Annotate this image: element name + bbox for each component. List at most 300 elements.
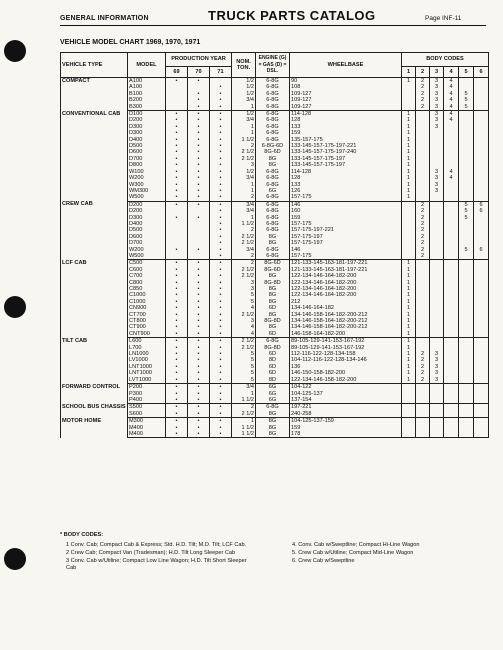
year-70-cell: • [188,117,210,123]
body-code-cell: 1 [402,292,416,298]
body-code-cell [444,201,459,208]
body-code-cell [402,384,416,391]
vehicle-type-label: SCHOOL BUS CHASSIS [61,404,128,418]
wheelbase-cell: 135-157-175 [290,137,402,143]
year-header: 70 [188,67,210,78]
body-code-cell: 2 [416,221,430,227]
engine-cell: 6-8G [256,201,290,208]
year-69-cell: • [166,404,188,411]
tonnage-cell: 2 1/2 [232,240,256,246]
wheelbase-cell: 133-145-157-175-197 [290,162,402,168]
year-71-cell: • [210,169,232,175]
engine-cell: 6G [256,384,290,391]
year-69-cell: • [166,292,188,298]
body-code-cell: 2 [416,357,430,363]
body-code-cell: 1 [402,137,416,143]
year-69-cell: • [166,391,188,397]
body-code-cell: 5 [459,104,474,111]
tonnage-cell: 1/2 [232,169,256,175]
tonnage-cell: 1/2 [232,111,256,118]
year-71-cell: • [210,162,232,168]
body-code-note: 2 Crew Cab; Compact Van (Tradesman); H.D. Tilt Long Sleeper Cab [66,550,236,556]
body-code-cell: 1 [402,324,416,330]
body-code-cell [474,397,489,404]
body-code-cell: 1 [402,357,416,363]
body-code-cell [459,194,474,201]
year-71-cell: • [210,188,232,194]
engine-cell: 8G-6D [256,149,290,155]
engine-cell: 6D [256,331,290,338]
model-cell: C600 [128,267,166,273]
tonnage-cell: 2 1/2 [232,273,256,279]
wheelbase-cell: 90 [290,78,402,85]
body-code-cell: 3 [430,117,444,123]
year-69-cell: • [166,377,188,384]
body-code-cell: 1 [402,149,416,155]
body-code-cell: 5 [459,247,474,253]
tonnage-cell: 1 1/2 [232,137,256,143]
wheelbase-cell: 157-175-197 [290,240,402,246]
body-code-cell: 3 [430,377,444,384]
model-cell: C850 [128,286,166,292]
body-code-cell [459,338,474,345]
engine-cell: 8G-8D [256,318,290,324]
year-70-cell: • [188,345,210,351]
model-cell: CNT900 [128,331,166,338]
body-code-cell [402,253,416,260]
model-cell: D600 [128,234,166,240]
year-70-cell: • [188,137,210,143]
body-code-cell: 3 [430,84,444,90]
year-69-cell: • [166,345,188,351]
body-code-cell [430,397,444,404]
tonnage-cell: 1/2 [232,91,256,97]
wheelbase-cell: 133 [290,182,402,188]
year-69-cell: • [166,247,188,253]
body-code-cell: 3 [430,188,444,194]
body-code-cell: 3 [430,111,444,118]
wheelbase-cell: 114-128 [290,169,402,175]
year-70-cell: • [188,338,210,345]
model-cell: W100 [128,169,166,175]
tonnage-cell: 1 [232,215,256,221]
engine-cell: 6D [256,351,290,357]
engine-cell: 8G [256,425,290,431]
year-70-cell: • [188,111,210,118]
model-cell: A100 [128,78,166,85]
body-code-cell: 3 [430,104,444,111]
year-69-cell: • [166,149,188,155]
year-71-cell: • [210,331,232,338]
year-71-cell: • [210,338,232,345]
body-code-cell: 3 [430,182,444,188]
wheelbase-cell: 157-175 [290,253,402,260]
body-code-cell: 1 [402,130,416,136]
year-71-cell: • [210,391,232,397]
body-code-cell: 4 [444,97,459,103]
year-69-cell: • [166,78,188,85]
engine-cell: 6D [256,364,290,370]
engine-cell: 8G [256,292,290,298]
col-production-year: PRODUCTION YEAR [166,53,232,67]
year-71-cell: • [210,397,232,404]
table-row [61,404,489,411]
engine-cell: 6-8G [256,104,290,111]
vehicle-group [61,404,489,418]
year-70-cell: • [188,124,210,130]
body-code-cell [430,384,444,391]
body-code-cell: 5 [459,97,474,103]
body-code-cell: 1 [402,111,416,118]
engine-cell: 8G [256,234,290,240]
wheelbase-cell: 133-145-157-175-197-221 [290,143,402,149]
year-71-cell: • [210,384,232,391]
body-code-cell [402,201,416,208]
body-code-cell: 1 [402,305,416,311]
body-codes-notes [60,532,490,571]
wheelbase-cell: 146-158-164-182-200 [290,331,402,338]
body-code-cell [402,431,416,438]
model-cell: S600 [128,411,166,418]
tonnage-cell: 5 [232,377,256,384]
body-code-cell: 6 [474,208,489,214]
model-cell: S500 [128,404,166,411]
year-69-cell: • [166,267,188,273]
body-code-cell: 4 [444,117,459,123]
body-code-cell: 1 [402,364,416,370]
tonnage-cell: 1 1/2 [232,425,256,431]
wheelbase-cell: 122-134-146-164-182-200 [290,286,402,292]
model-cell: B100 [128,91,166,97]
body-code-cell [474,384,489,391]
model-cell: LV1000 [128,357,166,363]
year-70-cell: • [188,175,210,181]
body-code-cell: 2 [416,234,430,240]
body-code-cell: 1 [402,175,416,181]
year-69-cell: • [166,418,188,425]
year-71-cell: • [210,104,232,111]
year-71-cell: • [210,97,232,103]
model-cell: LNT1000 [128,364,166,370]
body-code-cell [430,338,444,345]
year-70-cell: • [188,182,210,188]
tonnage-cell: 1/2 [232,78,256,85]
engine-cell: 8G-8D [256,345,290,351]
year-71-cell: • [210,305,232,311]
vehicle-group [61,338,489,384]
body-code-cell: 4 [444,111,459,118]
year-71-cell: • [210,345,232,351]
vehicle-group [61,111,489,202]
tonnage-cell: 2 1/2 [232,345,256,351]
tonnage-cell: 1 [232,130,256,136]
year-69-cell: • [166,143,188,149]
tonnage-cell: 2 1/2 [232,156,256,162]
body-code-cell [474,338,489,345]
year-70-cell [188,253,210,260]
body-code-cell: 4 [444,91,459,97]
body-code-cell: 1 [402,377,416,384]
year-70-cell: • [188,431,210,438]
model-cell: D500 [128,143,166,149]
year-70-cell: • [188,194,210,201]
body-code-cell: 3 [430,169,444,175]
table-row [61,384,489,391]
chart-title: VEHICLE MODEL CHART 1969, 1970, 1971 [60,39,201,46]
wheelbase-cell: 157-175-197 [290,234,402,240]
body-code-cell: 1 [402,351,416,357]
body-code-cell [474,377,489,384]
model-cell: D400 [128,221,166,227]
body-code-cell: 3 [430,91,444,97]
model-cell: C1000 [128,299,166,305]
tonnage-cell: 4 [232,331,256,338]
year-71-cell: • [210,357,232,363]
year-71-cell: • [210,124,232,130]
year-69-cell: • [166,111,188,118]
body-code-cell: 1 [402,78,416,85]
tonnage-cell: 2 1/2 [232,149,256,155]
body-code-cell [416,404,430,411]
engine-cell: 6-8G-6D [256,143,290,149]
model-cell: M400 [128,431,166,438]
wheelbase-cell: 178 [290,431,402,438]
body-code-cell [459,377,474,384]
body-code-cell: 1 [402,117,416,123]
body-code-cell [459,431,474,438]
body-code-cell [459,418,474,425]
year-69-cell [166,104,188,111]
body-code-cell [444,194,459,201]
body-code-cell [474,411,489,418]
year-70-cell: • [188,130,210,136]
year-70-cell: • [188,370,210,376]
body-code-cell: 1 [402,162,416,168]
model-cell: C500 [128,260,166,267]
body-code-cell [459,78,474,85]
engine-cell: 6-8G [256,194,290,201]
body-code-cell [474,431,489,438]
body-code-cell [474,104,489,111]
model-cell: LVT1000 [128,377,166,384]
wheelbase-cell: 134-146-158-164-182-200-212 [290,318,402,324]
model-cell: CT900 [128,324,166,330]
tonnage-cell: 3 [232,318,256,324]
year-71-cell: • [210,201,232,208]
body-code-cell: 1 [402,169,416,175]
body-code-cell [444,418,459,425]
body-code-cell: 1 [402,338,416,345]
year-69-cell: • [166,299,188,305]
engine-cell: 8G [256,240,290,246]
model-cell: D700 [128,240,166,246]
wheelbase-cell: 114-128 [290,111,402,118]
body-code-cell: 2 [416,215,430,221]
body-code-cell: 2 [416,377,430,384]
engine-cell: 8G [256,299,290,305]
engine-cell: 6-8G [256,247,290,253]
body-code-cell: 1 [402,345,416,351]
year-70-cell: • [188,357,210,363]
engine-cell: 6G [256,397,290,404]
year-69-cell: • [166,324,188,330]
body-code-cell [416,194,430,201]
wheelbase-cell: 104-125-137-159 [290,418,402,425]
wheelbase-cell: 128 [290,175,402,181]
body-code-cell: 1 [402,182,416,188]
body-code-cell [402,404,416,411]
body-code-cell: 2 [416,253,430,260]
year-70-cell: • [188,143,210,149]
tonnage-cell: 2 1/2 [232,234,256,240]
body-code-cell [474,78,489,85]
wheelbase-cell: 159 [290,130,402,136]
tonnage-cell: 5 [232,292,256,298]
body-code-cell: 1 [402,194,416,201]
body-code-cell: 2 [416,351,430,357]
wheelbase-cell: 146 [290,247,402,253]
body-code-cell: 2 [416,78,430,85]
engine-cell: 6-8G [256,84,290,90]
body-code-cell: 1 [402,156,416,162]
year-header: 71 [210,67,232,78]
body-code-cell: 1 [402,143,416,149]
tonnage-cell: 2 [232,143,256,149]
body-code-cell [430,201,444,208]
wheelbase-cell: 121-133-145-163-181-197-221 [290,267,402,273]
model-cell: C800 [128,280,166,286]
engine-cell: 8G [256,273,290,279]
wheelbase-cell: 157-175-197-221 [290,227,402,233]
year-69-cell: • [166,331,188,338]
model-cell: W500 [128,194,166,201]
year-71-cell: • [210,240,232,246]
tonnage-cell: 3 [232,286,256,292]
tonnage-cell: 1 1/2 [232,431,256,438]
body-code-cell [474,404,489,411]
wheelbase-cell: 134-146-158-164-182-200-212 [290,324,402,330]
model-cell: P300 [128,391,166,397]
year-70-cell: • [188,331,210,338]
year-70-cell: • [188,384,210,391]
wheelbase-cell: 122-134-146-158-182-200 [290,377,402,384]
year-69-cell: • [166,318,188,324]
vehicle-group [61,201,489,260]
year-71-cell: • [210,215,232,221]
tonnage-cell: 2 [232,194,256,201]
body-code-cell: 1 [402,280,416,286]
year-69-cell: • [166,370,188,376]
wheelbase-cell: 128 [290,117,402,123]
year-69-cell: • [166,280,188,286]
page-number: Page INF-11 [425,15,462,22]
tonnage-cell: 3/4 [232,247,256,253]
body-code-cell [416,384,430,391]
body-code-cell: 5 [459,208,474,214]
model-cell: W200 [128,175,166,181]
year-69-cell: • [166,124,188,130]
body-code-cell [416,331,430,338]
year-71-cell: • [210,324,232,330]
year-70-cell: • [188,280,210,286]
body-code-cell: 5 [459,215,474,221]
year-71-cell: • [210,351,232,357]
body-code-cell [402,104,416,111]
wheelbase-cell: 159 [290,215,402,221]
year-71-cell: • [210,208,232,214]
year-71-cell: • [210,370,232,376]
body-code-cell: 1 [402,299,416,305]
body-code-cell [416,111,430,118]
body-code-cell [402,411,416,418]
body-code-cell: 1 [402,286,416,292]
section-label: GENERAL INFORMATION [60,15,149,22]
year-69-cell: • [166,286,188,292]
model-cell: L600 [128,338,166,345]
model-cell: LNT1000 [128,370,166,376]
body-code-cell: 4 [444,169,459,175]
year-70-cell: • [188,351,210,357]
engine-cell: 6-8G [256,175,290,181]
year-69-cell: • [166,156,188,162]
year-69-cell: • [166,117,188,123]
year-69-cell: • [166,384,188,391]
body-code-header: 2 [416,67,430,78]
model-cell: D300 [128,124,166,130]
tonnage-cell: 2 1/2 [232,267,256,273]
body-code-header: 5 [459,67,474,78]
wheelbase-cell: 212 [290,299,402,305]
tonnage-cell: 2 [232,253,256,260]
wheelbase-cell: 157-175 [290,194,402,201]
body-code-cell: 3 [430,370,444,376]
body-code-cell: 4 [444,104,459,111]
body-code-header: 1 [402,67,416,78]
year-header: 69 [166,67,188,78]
body-code-note: 3 Conv. Cab w/Utiline; Compact Low Line Wagon; H.D. Tilt Short Sleeper Cab [66,558,247,571]
body-code-header: 3 [430,67,444,78]
tonnage-cell: 3/4 [232,175,256,181]
engine-cell: 8G-6D [256,260,290,267]
year-70-cell: • [188,162,210,168]
body-code-cell: 6 [474,201,489,208]
model-cell: CT800 [128,318,166,324]
wheelbase-cell: 197-221 [290,404,402,411]
wheelbase-cell: 136 [290,364,402,370]
year-69-cell: • [166,162,188,168]
year-70-cell: • [188,215,210,221]
year-70-cell: • [188,318,210,324]
engine-cell: 6G [256,391,290,397]
col-nom-ton: NOM. TON. [232,53,256,78]
year-71-cell: • [210,267,232,273]
engine-cell: 8G [256,286,290,292]
year-70-cell: • [188,201,210,208]
body-code-cell: 3 [430,357,444,363]
year-70-cell: • [188,247,210,253]
year-69-cell: • [166,201,188,208]
year-71-cell: • [210,260,232,267]
body-code-cell: 2 [416,370,430,376]
body-code-cell [474,331,489,338]
tonnage-cell: 2 1/2 [232,312,256,318]
year-69-cell: • [166,215,188,221]
engine-cell: 8G [256,418,290,425]
vehicle-group [61,260,489,338]
year-69-cell: • [166,312,188,318]
engine-cell: 6-8G [256,78,290,85]
body-code-cell [416,431,430,438]
